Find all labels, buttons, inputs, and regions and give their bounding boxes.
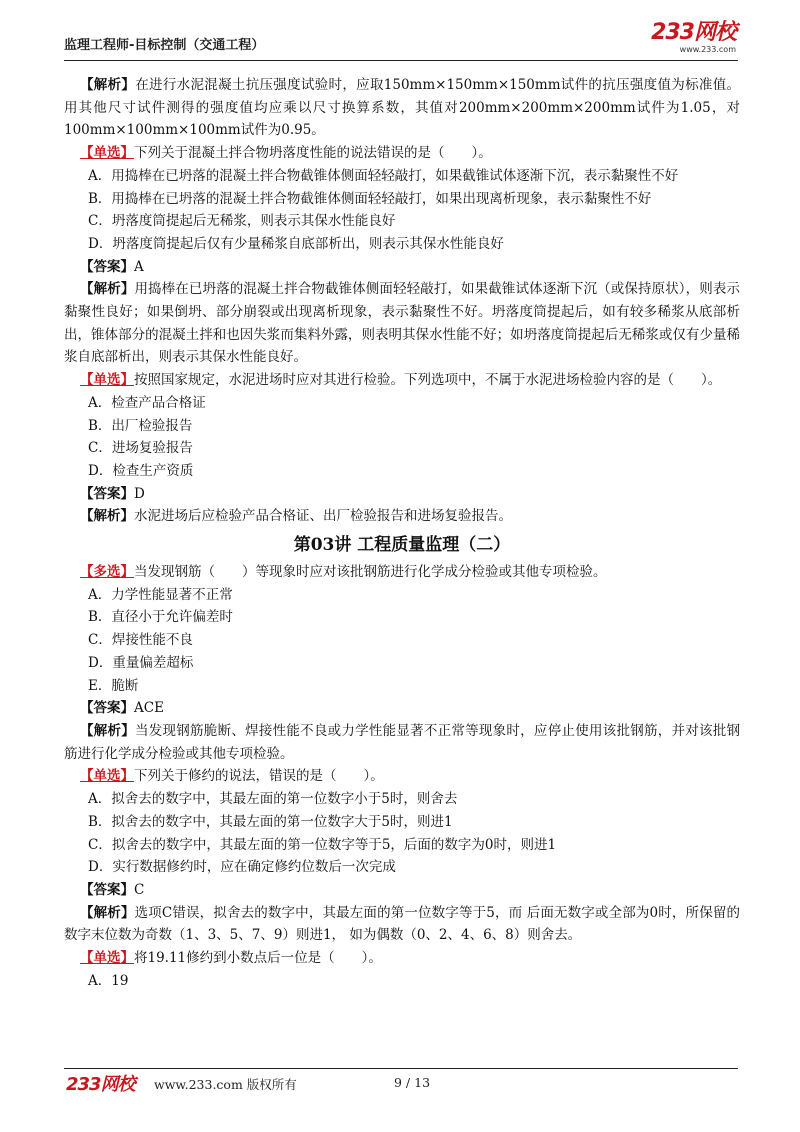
analysis-text: 用捣棒在已坍落的混凝土拌合物截锥体侧面轻轻敲打，如果截锥试体逐渐下沉（或保持原状），则表示黏聚性良好；如果倒坍、部分崩裂或出现离析现象，表示黏聚性不好。坍落度筒提起后，如有较多稀浆从底部析出，锥体部分的混凝土拌和也因失浆而集料外露，则表明其保水性能不好；如坍落度筒提起后无稀浆或仅有少量稀浆自底部析出，则表示其保水性能良好。 (64, 281, 740, 366)
answer-label: 【答案】 (80, 258, 134, 275)
analysis-label: 【解析】 (80, 508, 134, 525)
question-paragraph (64, 561, 740, 584)
answer-text: C (134, 881, 145, 898)
question-text: 下列关于修约的说法，错误的是（ ）。 (134, 768, 384, 785)
page-footer (64, 1072, 740, 1094)
logo-url: www.233.com (679, 45, 736, 54)
answer-paragraph (64, 697, 740, 720)
answer-option: B．直径小于允许偏差时 (88, 609, 233, 626)
footer-copyright: www.233.com 版权所有 (154, 1077, 297, 1092)
answer-option: A．检查产品合格证 (88, 394, 206, 411)
analysis-text: 当发现钢筋脆断、焊接性能不良或力学性能显著不正常等现象时，应停止使用该批钢筋，并对该批钢筋进行化学成分检验或其他专项检验。 (64, 722, 741, 762)
question-type-tag: 【多选】 (80, 564, 134, 581)
header-divider (64, 60, 738, 61)
answer-option: D．坍落度筒提起后仅有少量稀浆自底部析出，则表示其保水性能良好 (88, 235, 504, 252)
answer-option: D．重量偏差超标 (88, 654, 194, 671)
answer-option: A．拟舍去的数字中，其最左面的第一位数字小于5时，则舍去 (88, 791, 458, 808)
question-text: 将19.11修约到小数点后一位是（ ）。 (134, 950, 382, 967)
answer-text: A (134, 258, 144, 275)
question-type-tag: 【单选】 (80, 950, 134, 967)
answer-option: C．拟舍去的数字中，其最左面的第一位数字等于5，后面的数字为0时，则进1 (88, 836, 557, 853)
answer-text: ACE (134, 700, 164, 717)
answer-paragraph (64, 256, 740, 279)
answer-text: D (134, 485, 145, 502)
question-type-tag: 【单选】 (80, 768, 134, 785)
answer-option: C．坍落度筒提起后无稀浆，则表示其保水性能良好 (88, 213, 396, 230)
answer-option: A．用捣棒在已坍落的混凝土拌合物截锥体侧面轻轻敲打，如果截锥试体逐渐下沉，表示黏聚性不好 (88, 167, 679, 184)
answer-option: C．进场复验报告 (88, 440, 193, 457)
logo-text: 233网校 (651, 20, 736, 45)
analysis-paragraph (64, 278, 740, 369)
question-paragraph (64, 369, 740, 392)
analysis-label: 【解析】 (80, 281, 135, 298)
answer-paragraph (64, 879, 740, 902)
answer-option: D．检查生产资质 (88, 462, 194, 479)
answer-paragraph (64, 483, 740, 506)
analysis-paragraph (64, 720, 740, 765)
answer-label: 【答案】 (80, 485, 134, 502)
analysis-text: 水泥进场后应检验产品合格证、出厂检验报告和进场复验报告。 (134, 508, 512, 525)
analysis-label: 【解析】 (80, 722, 136, 739)
question-paragraph (64, 947, 740, 970)
footer-logo: 233网校 (66, 1074, 135, 1095)
analysis-paragraph (64, 505, 740, 528)
document-body (64, 74, 740, 992)
answer-option: E．脆断 (88, 677, 139, 694)
question-type-tag: 【单选】 (80, 145, 134, 162)
section-heading: 第03讲 工程质量监理（二） (293, 535, 511, 556)
footer-divider (64, 1068, 738, 1069)
analysis-label: 【解析】 (80, 904, 135, 921)
analysis-paragraph (64, 902, 740, 947)
answer-option: A．力学性能显著不正常 (88, 586, 233, 603)
question-paragraph (64, 142, 740, 165)
header-title: 监理工程师-目标控制（交通工程） (64, 38, 265, 53)
page-number: 9 / 13 (394, 1075, 431, 1090)
answer-option: C．焊接性能不良 (88, 632, 193, 649)
page-header (64, 22, 738, 58)
answer-option: D．实行数据修约时，应在确定修约位数后一次完成 (88, 859, 396, 876)
analysis-paragraph (64, 74, 740, 142)
answer-option: A．19 (88, 972, 129, 989)
brand-logo (651, 22, 736, 54)
answer-label: 【答案】 (80, 700, 134, 717)
question-text: 按照国家规定，水泥进场时应对其进行检验。下列选项中，不属于水泥进场检验内容的是（ ）。 (134, 372, 722, 389)
answer-option: B．出厂检验报告 (88, 417, 193, 434)
answer-label: 【答案】 (80, 881, 134, 898)
question-type-tag: 【单选】 (80, 372, 134, 389)
question-text: 下列关于混凝土拌合物坍落度性能的说法错误的是（ ）。 (134, 145, 492, 162)
answer-option: B．用捣棒在已坍落的混凝土拌合物截锥体侧面轻轻敲打，如果出现离析现象，表示黏聚性不好 (88, 190, 652, 207)
question-text: 当发现钢筋（ ）等现象时应对该批钢筋进行化学成分检验或其他专项检验。 (134, 564, 607, 581)
answer-option: B．拟舍去的数字中，其最左面的第一位数字大于5时，则进1 (88, 813, 453, 830)
analysis-label: 【解析】 (80, 77, 136, 93)
analysis-text: 选项C错误，拟舍去的数字中，其最左面的第一位数字等于5，而 后面无数字或全部为0时，所保留的数字末位数为奇数（1、3、5、7、9）则进1， 如为偶数（0、2、4、6、8）则舍去。 (64, 904, 740, 944)
analysis-text: 在进行水泥混凝土抗压强度试验时，应取150mm×150mm×150mm试件的抗压强度值为标准值。用其他尺寸试件测得的强度值均应乘以尺寸换算系数，其值对200mm×200mm×200mm试件为1.05，对100mm×100mm×100mm试件为0.95。 (64, 77, 741, 139)
question-paragraph (64, 765, 740, 788)
